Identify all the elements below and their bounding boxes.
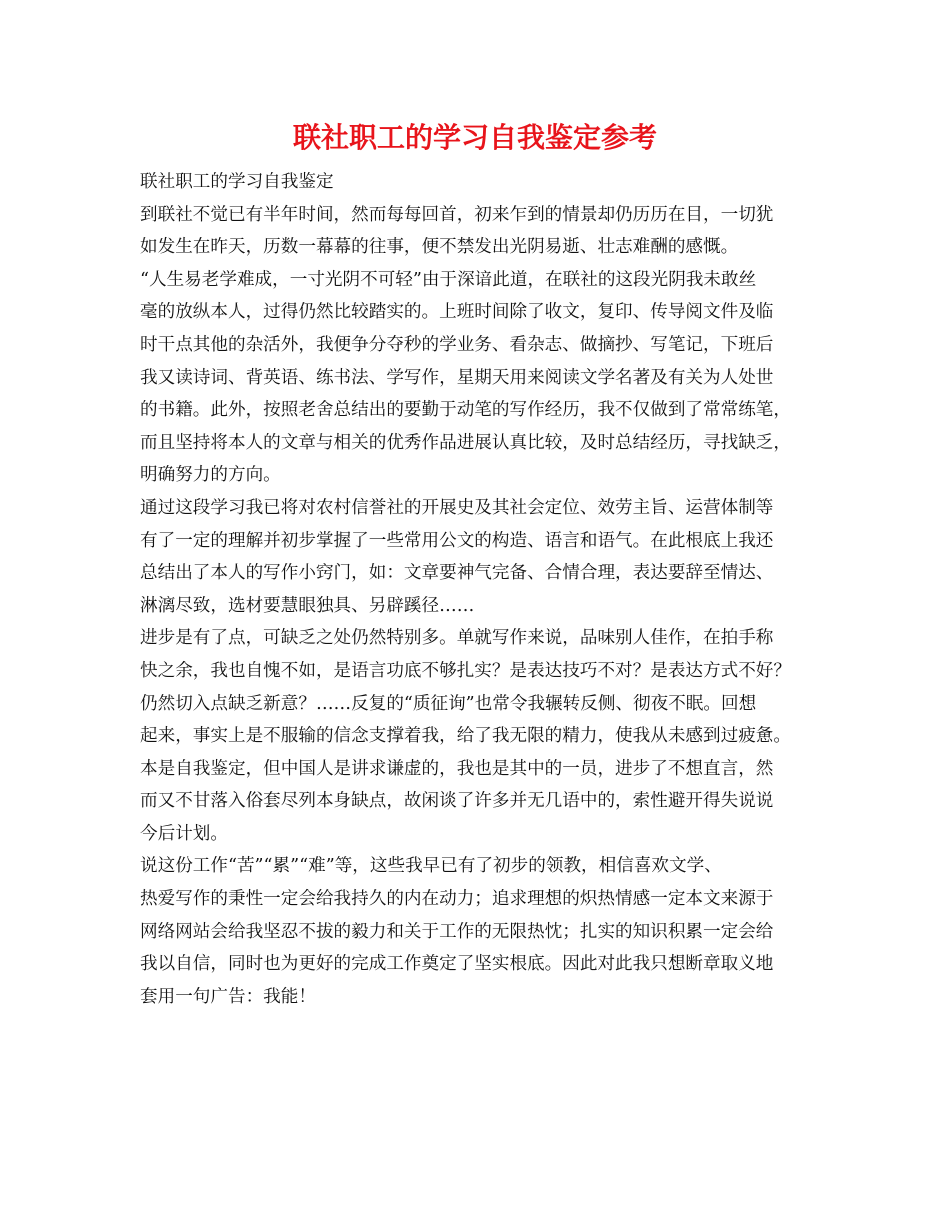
body-line: 毫的放纵本人，过得仍然比较踏实的。上班时间除了收文，复印、传导阅文件及临 <box>140 302 774 323</box>
body-line: 今后计划。 <box>140 823 228 844</box>
body-line: 网络网站会给我坚忍不拔的毅力和关于工作的无限热忱；扎实的知识积累一定会给 <box>140 921 774 942</box>
body-line: 淋漓尽致，选材要慧眼独具、另辟蹊径…… <box>140 595 475 616</box>
body-line: 明确努力的方向。 <box>140 465 281 486</box>
body-line: 而且坚持将本人的文章与相关的优秀作品进展认真比较，及时总结经历，寻找缺乏， <box>140 432 791 453</box>
body-line: 我以自信，同时也为更好的完成工作奠定了坚实根底。因此对此我只想断章取义地 <box>140 954 774 975</box>
body-line: 我又读诗词、背英语、练书法、学写作，星期天用来阅读文学名著及有关为人处世 <box>140 367 774 388</box>
body-line: 的书籍。此外，按照老舍总结出的要勤于动笔的写作经历，我不仅做到了常常练笔， <box>140 400 791 421</box>
body-line: 仍然切入点缺乏新意？……反复的“质征询”也常令我辗转反侧、彻夜不眠。回想 <box>140 693 757 714</box>
body-line: 而又不甘落入俗套尽列本身缺点，故闲谈了许多并无几语中的，索性避开得失说说 <box>140 791 774 812</box>
body-line: 本是自我鉴定，但中国人是讲求谦虚的，我也是其中的一员，进步了不想直言，然 <box>140 758 774 779</box>
body-line: 快之余，我也自愧不如，是语言功底不够扎实？是表达技巧不对？是表达方式不好？ <box>140 660 791 681</box>
body-line: 说这份工作“苦”“累”“难”等，这些我早已有了初步的领教，相信喜欢文学、 <box>140 856 722 877</box>
subtitle-line: 联社职工的学习自我鉴定 <box>140 172 334 192</box>
body-line: 热爱写作的秉性一定会给我持久的内在动力；追求理想的炽热情感一定本文来源于 <box>140 889 774 910</box>
body-line: 套用一句广告：我能！ <box>140 986 316 1007</box>
body-line: 到联社不觉已有半年时间，然而每每回首，初来乍到的情景却仍历历在目，一切犹 <box>140 204 774 225</box>
body-line: 总结出了本人的写作小窍门，如：文章要神气完备、合情合理，表达要辞至情达、 <box>140 563 774 584</box>
body-line: 有了一定的理解并初步掌握了一些常用公文的构造、语言和语气。在此根底上我还 <box>140 530 774 551</box>
body-line: 通过这段学习我已将对农村信誉社的开展史及其社会定位、效劳主旨、运营体制等 <box>140 497 774 518</box>
body-line: 时干点其他的杂活外，我便争分夺秒的学业务、看杂志、做摘抄、写笔记，下班后 <box>140 334 774 355</box>
document-title: 联社职工的学习自我鉴定参考 <box>292 121 657 154</box>
body-line: 进步是有了点，可缺乏之处仍然特别多。单就写作来说，品味别人佳作，在拍手称 <box>140 628 774 649</box>
document-body <box>140 166 815 1013</box>
body-line: “人生易老学难成，一寸光阴不可轻”由于深谙此道，在联社的这段光阴我未敢丝 <box>140 269 757 290</box>
body-line: 如发生在昨天，历数一幕幕的往事，便不禁发出光阴易逝、壮志难酬的感慨。 <box>140 237 739 258</box>
body-line: 起来，事实上是不服输的信念支撑着我，给了我无限的精力，使我从未感到过疲惫。 <box>140 726 791 747</box>
